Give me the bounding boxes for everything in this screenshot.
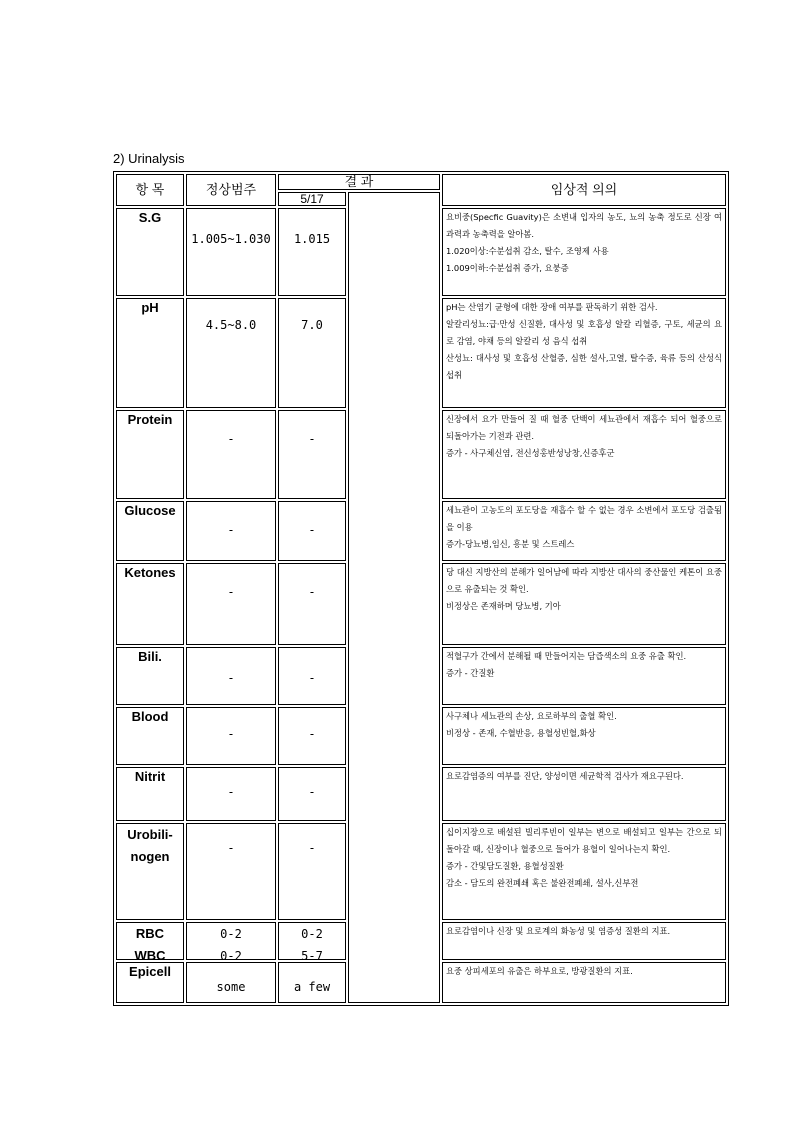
row-7-desc: 요로감염증의 여부를 진단, 양성이면 세균학적 검사가 재요구된다. bbox=[446, 771, 684, 781]
header-result bbox=[278, 174, 440, 190]
row-0-result-cell bbox=[278, 208, 346, 296]
row-6-desc: 사구체나 세뇨관의 손상, 요로하부의 출혈 확인. 비정상 - 존재, 수혈반응, 용혈성빈혈,화상 bbox=[446, 711, 617, 738]
row-8-result-cell bbox=[278, 823, 346, 920]
row-10-result: a few bbox=[293, 980, 331, 994]
row-2-result: - bbox=[308, 432, 316, 446]
row-10-desc: 요중 상피세포의 유출은 하부요로, 방광질환의 지표. bbox=[446, 966, 633, 976]
row-8-result: - bbox=[308, 841, 316, 855]
row-7-name: Nitrit bbox=[134, 769, 166, 784]
row-0-range: 1.005~1.030 bbox=[191, 232, 271, 246]
row-5-result: - bbox=[308, 671, 316, 685]
row-1-result: 7.0 bbox=[301, 318, 323, 332]
row-5-result-cell bbox=[278, 647, 346, 705]
row-4-range-cell bbox=[186, 563, 276, 645]
row-7-desc-cell bbox=[442, 767, 726, 821]
row-3-desc: 세뇨관이 고농도의 포도당을 재흡수 할 수 없는 경우 소변에서 포도당 검출됨을 이용 증가-당뇨병,임신, 흥분 및 스트레스 bbox=[446, 505, 722, 549]
header-result-date bbox=[278, 192, 346, 206]
row-5-range-cell bbox=[186, 647, 276, 705]
row-6-desc-cell bbox=[442, 707, 726, 765]
row-2-desc-cell bbox=[442, 410, 726, 499]
row-6-range: - bbox=[227, 727, 235, 741]
row-8-desc: 십이지장으로 배설된 빌리루빈이 일부는 변으로 배설되고 일부는 간으로 되돌아갈 때, 신장이나 혈중으로 들어가 용혈이 일어나는지 확인. 증가 - 간및담도질환, 용혈성질환 감소 - 담도의 완전폐쇄 혹은 불완전폐쇄, 설사,신부전 bbox=[446, 827, 722, 888]
row-9-result-cell bbox=[278, 922, 346, 963]
row-1-name: pH bbox=[141, 300, 159, 315]
row-3-result: - bbox=[308, 523, 316, 537]
row-10-result-cell bbox=[278, 962, 346, 1003]
row-3-range: - bbox=[227, 523, 235, 537]
header-item bbox=[116, 174, 184, 206]
header-significance bbox=[442, 174, 726, 206]
row-1-range: 4.5~8.0 bbox=[205, 318, 257, 332]
row-7-range: - bbox=[227, 785, 235, 799]
row-9-name-cell bbox=[116, 922, 184, 963]
row-0-desc-cell bbox=[442, 208, 726, 296]
row-9-range-cell bbox=[186, 922, 276, 963]
row-0-range-cell bbox=[186, 208, 276, 296]
row-10-range: some bbox=[216, 980, 246, 994]
row-10-name-cell bbox=[116, 962, 184, 1003]
row-1-name-cell bbox=[116, 298, 184, 408]
row-8-name: Urobili- nogen bbox=[127, 827, 173, 864]
empty-result-column bbox=[348, 192, 440, 1003]
row-2-name: Protein bbox=[127, 412, 173, 427]
row-1-result-cell bbox=[278, 298, 346, 408]
row-4-result-cell bbox=[278, 563, 346, 645]
row-6-range-cell bbox=[186, 707, 276, 765]
row-1-range-cell bbox=[186, 298, 276, 408]
header-result-label: 결 과 bbox=[344, 174, 374, 189]
row-2-desc: 신장에서 요가 만들어 질 때 혈중 단백이 세뇨관에서 재흡수 되어 혈중으로 되돌아가는 기전과 관련. 증가 - 사구체신염, 전신성홍반성낭창,신증후군 bbox=[446, 414, 722, 458]
row-0-name-cell bbox=[116, 208, 184, 296]
row-7-result: - bbox=[308, 785, 316, 799]
row-4-name: Ketones bbox=[124, 565, 176, 580]
row-6-name: Blood bbox=[131, 709, 169, 724]
row-8-range: - bbox=[227, 841, 235, 855]
row-8-name-cell bbox=[116, 823, 184, 920]
row-9-range: 0-2 0-2 bbox=[220, 927, 242, 963]
header-significance-label: 임상적 의의 bbox=[550, 182, 618, 197]
row-4-range: - bbox=[227, 585, 235, 599]
row-2-range-cell bbox=[186, 410, 276, 499]
row-8-desc-cell bbox=[442, 823, 726, 920]
row-4-desc-cell bbox=[442, 563, 726, 645]
row-4-name-cell bbox=[116, 563, 184, 645]
row-3-desc-cell bbox=[442, 501, 726, 561]
row-2-range: - bbox=[227, 432, 235, 446]
row-4-result: - bbox=[308, 585, 316, 599]
row-9-name: RBC WBC bbox=[134, 926, 166, 963]
row-6-result: - bbox=[308, 727, 316, 741]
row-7-name-cell bbox=[116, 767, 184, 821]
row-1-desc-cell bbox=[442, 298, 726, 408]
row-5-name-cell bbox=[116, 647, 184, 705]
row-6-name-cell bbox=[116, 707, 184, 765]
row-5-desc: 적혈구가 간에서 분해될 때 만들어지는 담즙색소의 요중 유출 확인. 증가 - 간질환 bbox=[446, 651, 687, 678]
row-0-name: S.G bbox=[138, 210, 162, 225]
row-1-desc: pH는 산염기 균형에 대한 장애 여부를 판독하기 위한 검사. 알칼리성뇨:급·만성 신질환, 대사성 및 호흡성 알칼 리혈증, 구토, 세균의 요로 감염, 야채 등의 알칼리 성 음식 섭취 산성뇨: 대사성 및 호흡성 산혈증, 심한 설사,고열, 탈수증, 육류 등의 산성식 섭취 bbox=[446, 302, 722, 380]
row-0-result: 1.015 bbox=[293, 232, 331, 246]
row-2-name-cell bbox=[116, 410, 184, 499]
row-3-result-cell bbox=[278, 501, 346, 561]
row-9-desc: 요로감염이나 신장 및 요로계의 화농성 및 염증성 질환의 지표. bbox=[446, 926, 671, 936]
row-10-name: Epicell bbox=[129, 964, 171, 979]
row-3-name: Glucose bbox=[124, 503, 176, 518]
row-10-desc-cell bbox=[442, 962, 726, 1003]
row-0-desc: 요비중(Specfic Guavity)은 소변내 입자의 농도, 뇨의 농축 정도로 신장 여과력과 농축력을 알아봄. 1.020이상:수분섭취 감소, 탈수, 조영제 사용 1.009이하:수분섭취 증가, 요붕증 bbox=[446, 212, 722, 273]
row-3-range-cell bbox=[186, 501, 276, 561]
row-3-name-cell bbox=[116, 501, 184, 561]
row-9-result: 0-2 5-7 bbox=[301, 927, 323, 963]
section-title: 2) Urinalysis bbox=[113, 151, 185, 166]
header-result-date-label: 5/17 bbox=[300, 192, 324, 206]
row-5-name: Bili. bbox=[138, 649, 162, 664]
row-9-desc-cell bbox=[442, 922, 726, 960]
header-normal-range-label: 정상범주 bbox=[205, 182, 257, 197]
row-4-desc: 당 대신 지방산의 분해가 일어남에 따라 지방산 대사의 중산물인 케톤이 요중으로 유출되는 것 확인. 비정상은 존재하며 당뇨병, 기아 bbox=[446, 567, 722, 611]
header-normal-range bbox=[186, 174, 276, 206]
row-7-range-cell bbox=[186, 767, 276, 821]
row-7-result-cell bbox=[278, 767, 346, 821]
row-5-desc-cell bbox=[442, 647, 726, 705]
row-10-range-cell bbox=[186, 962, 276, 1003]
header-item-label: 항 목 bbox=[135, 182, 165, 197]
row-2-result-cell bbox=[278, 410, 346, 499]
row-8-range-cell bbox=[186, 823, 276, 920]
row-5-range: - bbox=[227, 671, 235, 685]
row-6-result-cell bbox=[278, 707, 346, 765]
